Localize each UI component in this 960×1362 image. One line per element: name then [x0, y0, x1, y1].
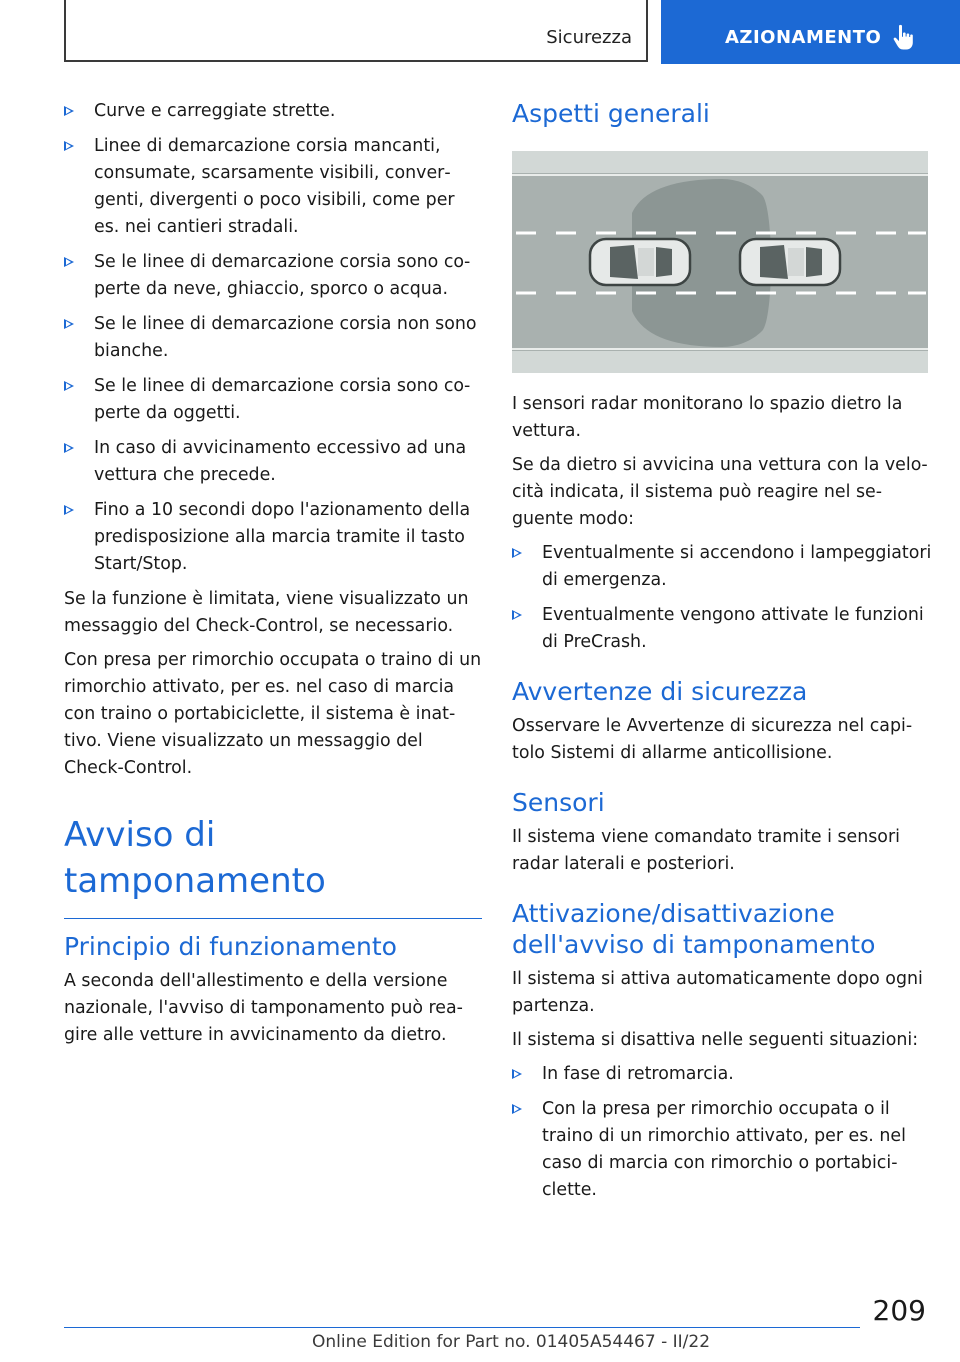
- paragraph: Se da dietro si avvicina una vettura con la velocità indicata, il sistema può reagire nel seguente modo:: [512, 455, 928, 529]
- triangle-bullet-icon: [512, 610, 522, 620]
- section-heading: Attivazione/disattivazione dell'avviso di tamponamento: [512, 899, 876, 959]
- triangle-bullet-icon: [64, 257, 74, 267]
- hand-pointer-icon: [893, 24, 919, 54]
- section-title: Sicurezza: [546, 27, 632, 48]
- triangle-bullet-icon: [64, 381, 74, 391]
- paragraph: Il sistema viene comandato tramite i sensori radar laterali e posteriori.: [512, 827, 900, 874]
- footer-divider: [64, 1327, 860, 1328]
- triangle-bullet-icon: [512, 1104, 522, 1114]
- list-item: In fase di retromarcia.: [512, 1061, 932, 1088]
- list-item: Con la presa per rimorchio occupata o il traino di un rimorchio attivato, per es. nel caso di marcia con rimorchio o portabiciclette.: [512, 1096, 932, 1204]
- limitations-list: [64, 98, 482, 578]
- page-number: 209: [872, 1294, 926, 1327]
- list-item: Linee di demarcazione corsia mancanti, consumate, scarsamente visibili, convergenti, divergenti o poco visibili, come per es. nei cantieri stradali.: [64, 133, 482, 241]
- paragraph: I sensori radar monitorano lo spazio dietro la vettura.: [512, 394, 903, 441]
- paragraph: Se la funzione è limitata, viene visualizzato un messaggio del Check-Control, se necessario.: [64, 589, 469, 636]
- triangle-bullet-icon: [64, 141, 74, 151]
- left-column: [64, 98, 482, 1056]
- chapter-title: AZIONAMENTO: [725, 27, 882, 48]
- list-item: Se le linee di demarcazione corsia non sono bianche.: [64, 311, 482, 365]
- header-section-box: [64, 0, 648, 62]
- triangle-bullet-icon: [64, 443, 74, 453]
- triangle-bullet-icon: [64, 319, 74, 329]
- list-item: Se le linee di demarcazione corsia sono coperte da oggetti.: [64, 373, 482, 427]
- section-heading: Principio di funzionamento: [64, 932, 397, 961]
- paragraph: Con presa per rimorchio occupata o traino di un rimorchio attivato, per es. nel caso di marcia con traino o portabiciclette, il sistema è inattivo. Viene visualizzato un messaggio del Check-Control.: [64, 650, 482, 778]
- section-heading: Avvertenze di sicurezza: [512, 677, 808, 706]
- list-item: In caso di avvicinamento eccessivo ad una vettura che precede.: [64, 435, 482, 489]
- paragraph: Il sistema si attiva automaticamente dopo ogni partenza.: [512, 969, 923, 1016]
- paragraph: Il sistema si disattiva nelle seguenti situazioni:: [512, 1030, 919, 1050]
- header-chapter-box: [661, 0, 960, 64]
- triangle-bullet-icon: [512, 1069, 522, 1079]
- chapter-heading: Avviso di tamponamento: [64, 812, 482, 919]
- triangle-bullet-icon: [512, 548, 522, 558]
- triangle-bullet-icon: [64, 106, 74, 116]
- list-item: Se le linee di demarcazione corsia sono coperte da neve, ghiaccio, sporco o acqua.: [64, 249, 482, 303]
- reaction-list: [512, 540, 932, 656]
- list-item: Eventualmente si accendono i lampeggiatori di emergenza.: [512, 540, 932, 594]
- paragraph: Osservare le Avvertenze di sicurezza nel capitolo Sistemi di allarme anticollisione.: [512, 716, 913, 763]
- right-column: [512, 98, 932, 1212]
- deactivation-list: [512, 1061, 932, 1204]
- list-item: Fino a 10 secondi dopo l'azionamento della predisposizione alla marcia tramite il tasto Start/Stop.: [64, 497, 482, 578]
- section-heading: Sensori: [512, 788, 605, 817]
- paragraph: A seconda dell'allestimento e della versione nazionale, l'avviso di tamponamento può reagire alle vetture in avvicinamento da dietro.: [64, 971, 463, 1045]
- list-item: Curve e carreggiate strette.: [64, 98, 482, 125]
- list-item: Eventualmente vengono attivate le funzioni di PreCrash.: [512, 602, 932, 656]
- section-heading: Aspetti generali: [512, 99, 710, 128]
- triangle-bullet-icon: [64, 505, 74, 515]
- edition-note: Online Edition for Part no. 01405A54467 - II/22: [312, 1332, 711, 1352]
- rear-collision-illustration: [512, 151, 928, 373]
